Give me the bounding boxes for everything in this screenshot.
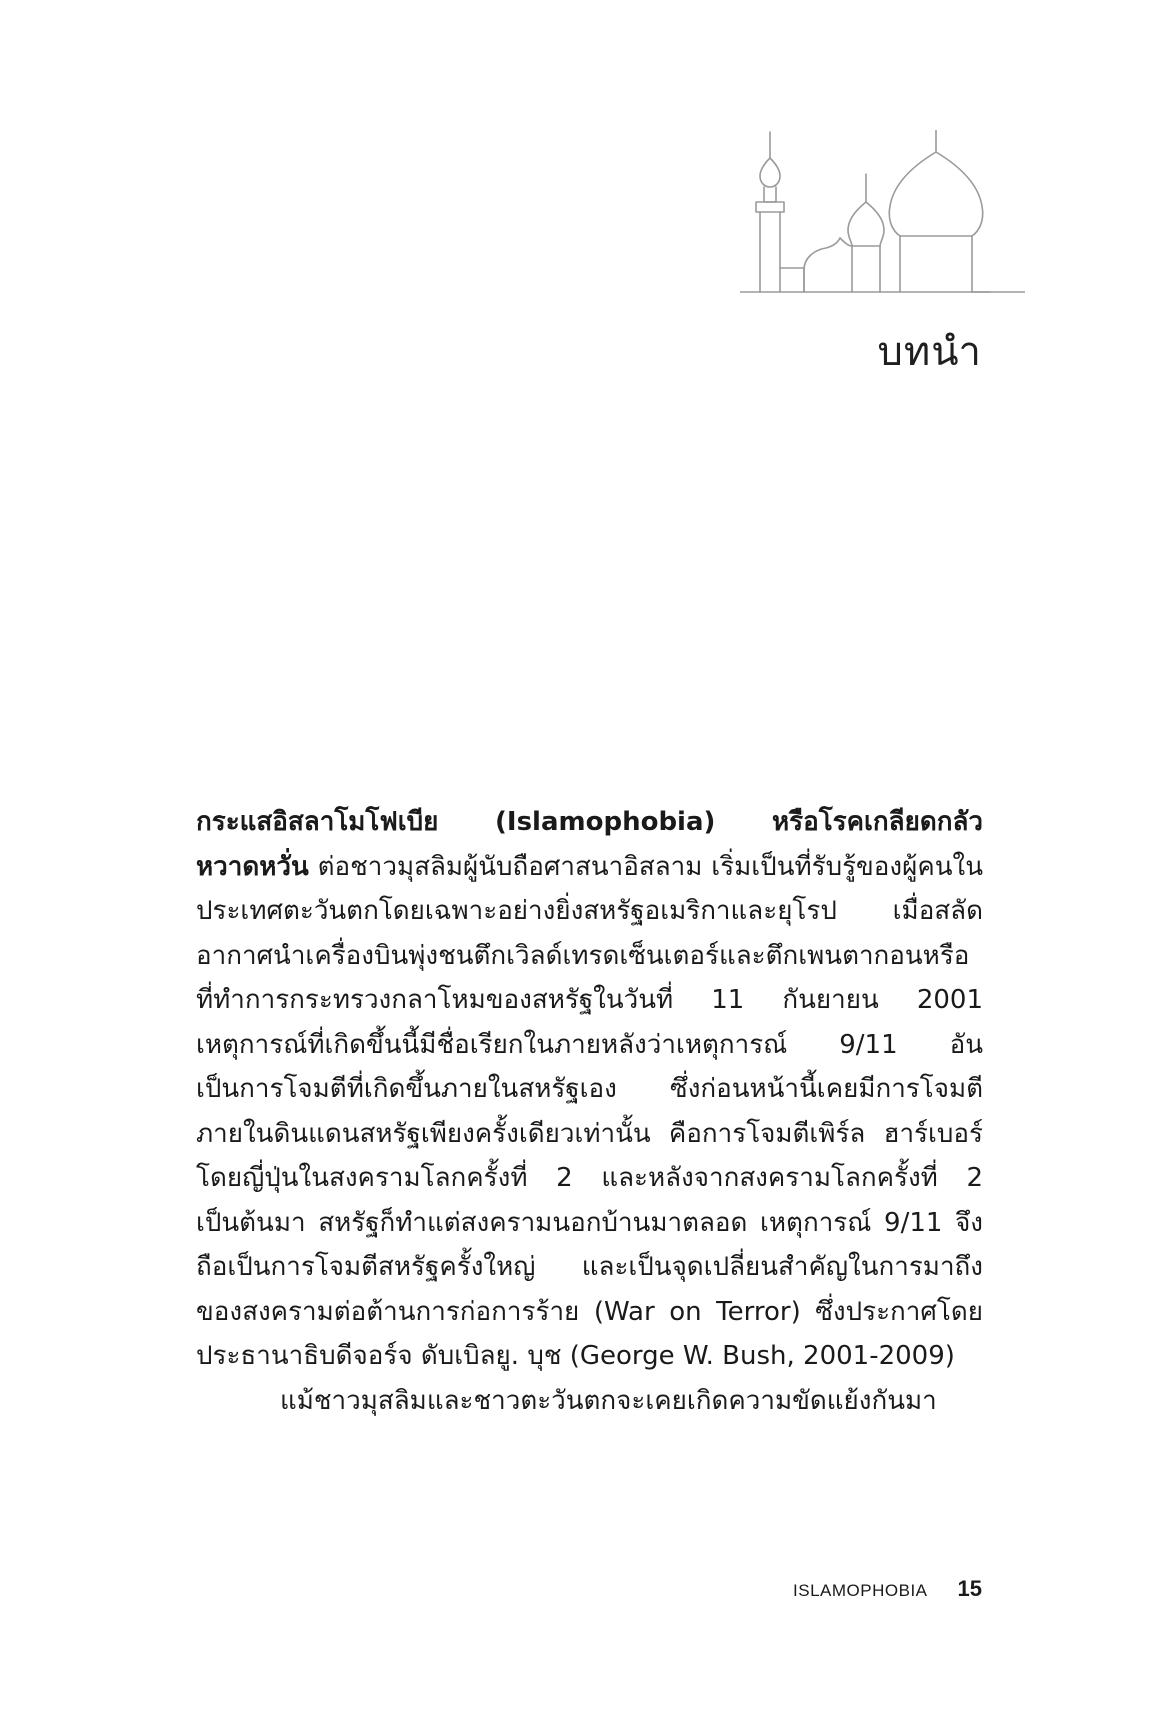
page-footer bbox=[793, 1576, 982, 1602]
page-number: 15 bbox=[957, 1576, 982, 1601]
running-head: ISLAMOPHOBIA bbox=[793, 1581, 928, 1600]
paragraph-1-text: ต่อชาวมุสลิมผู้นับถือศาสนาอิสลาม เริ่มเป็นที่รับรู้ของผู้คนในประเทศตะวันตกโดยเฉพาะอย่างยิ่งสหรัฐอเมริกาและยุโรป เมื่อสลัดอากาศนำเครื่องบินพุ่งชนตึกเวิลด์เทรดเซ็นเตอร์และตึกเพนตากอนหรือที่ทำการกระทรวงกลาโหมของสหรัฐในวันที่ 11 กันยายน 2001 เหตุการณ์ที่เกิดขึ้นนี้มีชื่อเรียกในภายหลังว่าเหตุการณ์ 9/11 อันเป็นการโจมตีที่เกิดขึ้นภายในสหรัฐเอง ซึ่งก่อนหน้านี้เคยมีการโจมตีภายในดินแดนสหรัฐเพียงครั้งเดียวเท่านั้น คือการโจมตีเพิร์ล ฮาร์เบอร์โดยญี่ปุ่นในสงครามโลกครั้งที่ 2 และหลังจากสงครามโลกครั้งที่ 2 เป็นต้นมา สหรัฐก็ทำแต่สงครามนอกบ้านมาตลอด เหตุการณ์ 9/11 จึงถือเป็นการโจมตีสหรัฐครั้งใหญ่ และเป็นจุดเปลี่ยนสำคัญในการมาถึงของสงครามต่อต้านการก่อการร้าย (War on Terror) ซึ่งประกาศโดยประธานาธิบดีจอร์จ ดับเบิลยู. บุช (George W. Bush, 2001-2009) bbox=[196, 851, 983, 1371]
paragraph-1 bbox=[196, 800, 983, 1379]
body-text bbox=[196, 800, 983, 1423]
mosque-outline-icon bbox=[740, 130, 1025, 330]
paragraph-2: แม้ชาวมุสลิมและชาวตะวันตกจะเคยเกิดความขัดแย้งกันมา bbox=[280, 1385, 937, 1416]
lead-phrase: กระแสอิสลาโมโฟเบีย (Islamophobia) หรือโรคเกลียดกลัว หวาดหวั่น bbox=[196, 807, 983, 882]
chapter-title: บทนำ bbox=[877, 329, 982, 375]
